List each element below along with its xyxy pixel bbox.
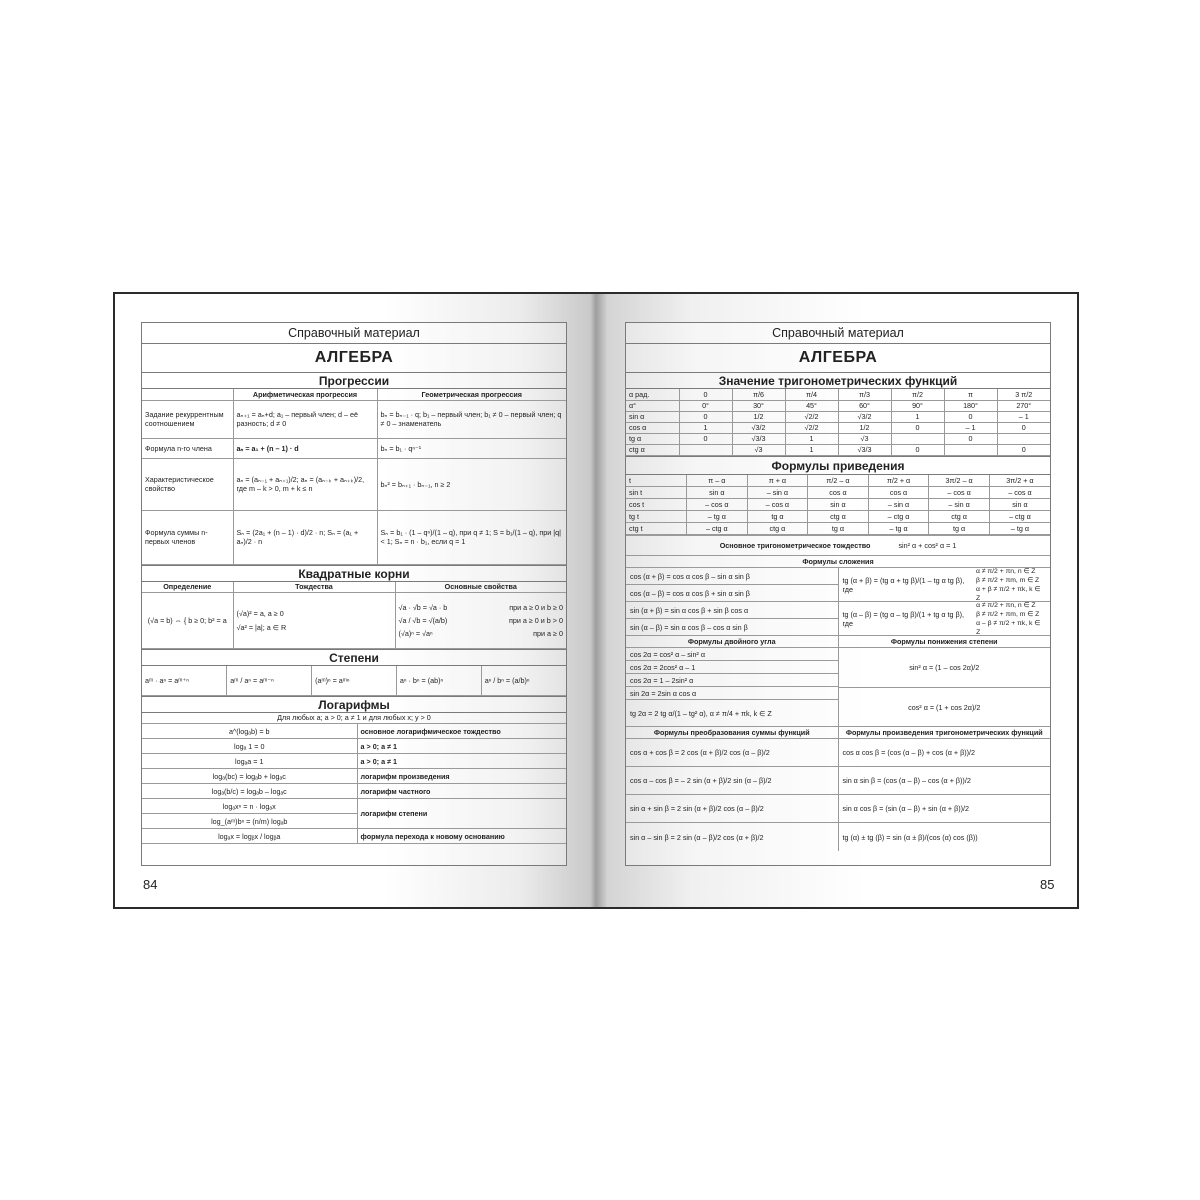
table-cell: 1 — [679, 422, 732, 433]
formula-line: tg (α) ± tg (β) = sin (α ± β)/(cos (α) cos (β)) — [842, 832, 978, 842]
table-cell: √2/2 — [785, 411, 838, 422]
table-cell — [997, 433, 1050, 444]
condition: β ≠ π/2 + πm, m ∈ Z — [976, 576, 1040, 584]
table-cell: π/6 — [732, 389, 785, 400]
tg-minus-formula — [839, 602, 1051, 636]
progressions-table — [142, 389, 566, 565]
identity-item: (√a)² = a, a ≥ 0 — [236, 609, 284, 618]
table-cell: – ctg α — [687, 523, 748, 535]
log-formula: logₐa = 1 — [142, 754, 357, 769]
table-cell: – ctg α — [989, 511, 1050, 523]
table-row — [626, 422, 1050, 433]
table-cell — [679, 444, 732, 455]
table-row — [142, 593, 566, 649]
col-definition: Определение — [142, 582, 233, 593]
formula-line: cos 2α = 2cos² α – 1 — [626, 661, 838, 674]
right-page-number: 85 — [1040, 877, 1055, 892]
row-label: cos α — [626, 422, 679, 433]
log-description: логарифм степени — [357, 799, 566, 829]
table-row — [626, 511, 1050, 523]
table-cell: 0 — [891, 422, 944, 433]
product-to-sum-title: Формулы произведения тригонометрических функций — [839, 727, 1051, 739]
geom-cell: Sₙ = b₁ · (1 – qⁿ)/(1 – q), при q ≠ 1; S = b₁/(1 – q), при |q| < 1; Sₙ = n · b₁, если q = 1 — [377, 510, 566, 564]
log-formula: logₐ(bc) = logₐb + logₐc — [142, 769, 357, 784]
table-cell: π/4 — [785, 389, 838, 400]
condition: α ≠ π/2 + πn, n ∈ Z — [976, 601, 1036, 609]
col-arithmetic: Арифметическая прогрессия — [233, 389, 377, 400]
table-row — [626, 523, 1050, 535]
geom-cell: bₙ = bₙ₋₁ · q; b₁ – первый член; b₁ ≠ 0 – первый член; q ≠ 0 – знаменатель — [377, 400, 566, 438]
log-description: логарифм частного — [357, 784, 566, 799]
roots-table — [142, 582, 566, 650]
formula-line: sin (α – β) = sin α cos β – cos α sin β — [626, 619, 838, 636]
log-formula: a^(logₐb) = b — [142, 724, 357, 739]
log-description: a > 0; a ≠ 1 — [357, 739, 566, 754]
table-cell — [944, 444, 997, 455]
logs-condition: Для любых a; a > 0; a ≠ 1 и для любых x; y > 0 — [142, 713, 566, 724]
condition: β ≠ π/2 + πm, m ∈ Z — [976, 610, 1040, 618]
formula-line: cos² α = (1 + cos 2α)/2 — [839, 688, 1051, 727]
table-cell: π — [944, 389, 997, 400]
table-cell: – ctg α — [868, 511, 929, 523]
formula-line: cos 2α = cos² α – sin² α — [626, 648, 838, 661]
lowering-title: Формулы понижения степени — [839, 636, 1051, 648]
double-angle-title: Формулы двойного угла — [626, 636, 838, 648]
logs-title: Логарифмы — [142, 696, 566, 713]
prop-formula: √a / √b = √(a/b) — [398, 616, 448, 625]
row-label: cos t — [626, 499, 687, 511]
table-cell: – sin α — [929, 499, 990, 511]
table-cell: 3π/2 + α — [989, 475, 1050, 487]
table-cell: – tg α — [989, 523, 1050, 535]
reduction-table — [626, 475, 1050, 536]
formula-line: sin 2α = 2sin α cos α — [626, 687, 838, 700]
formula-line: sin (α + β) = sin α cos β + sin β cos α — [626, 602, 838, 619]
row-label: sin α — [626, 411, 679, 422]
root-properties — [395, 593, 566, 649]
logs-table — [142, 713, 566, 845]
table-cell: 0 — [997, 444, 1050, 455]
table-cell: √3/3 — [838, 444, 891, 455]
table-cell: – cos α — [687, 499, 748, 511]
identity-item: √a² = |a|; a ∈ R — [236, 623, 287, 632]
identity-formula: sin² α + cos² α = 1 — [898, 541, 957, 550]
table-row — [142, 510, 566, 564]
root-definition: (√a = b) ⇔ { b ≥ 0; b² = a — [142, 593, 233, 649]
table-cell: 1/2 — [838, 422, 891, 433]
row-label: ctg α — [626, 444, 679, 455]
log-formula: logₐ 1 = 0 — [142, 739, 357, 754]
table-cell: √3 — [838, 433, 891, 444]
table-cell: 1 — [785, 433, 838, 444]
table-row — [142, 739, 566, 754]
table-row — [626, 433, 1050, 444]
condition: α + β ≠ π/2 + πk, k ∈ Z — [976, 585, 1041, 602]
table-row — [142, 799, 566, 814]
row-label: Формула суммы n-первых членов — [142, 510, 233, 564]
table-row — [626, 400, 1050, 411]
row-label: sin t — [626, 487, 687, 499]
table-cell: – sin α — [747, 487, 808, 499]
table-cell: 60° — [838, 400, 891, 411]
table-cell: – cos α — [747, 499, 808, 511]
table-cell: √3/2 — [732, 422, 785, 433]
row-label: Задание рекуррентным соотношением — [142, 400, 233, 438]
powers-title: Степени — [142, 649, 566, 666]
formula-line: sin α + sin β = 2 sin (α + β)/2 cos (α – β)/2 — [626, 795, 838, 823]
log-description: a > 0; a ≠ 1 — [357, 754, 566, 769]
geom-cell: bₙ² = bₙ₊₁ · bₙ₋₁, n ≥ 2 — [377, 458, 566, 510]
row-label: Формула n-го члена — [142, 438, 233, 458]
table-cell: 0 — [679, 389, 732, 400]
table-cell: – tg α — [868, 523, 929, 535]
table-cell: 1/2 — [732, 411, 785, 422]
table-cell: 270° — [997, 400, 1050, 411]
row-label: tg t — [626, 511, 687, 523]
powers-table — [142, 666, 566, 696]
log-formula: logₐx = logᵦx / logᵦa — [142, 829, 357, 844]
table-cell: 0 — [679, 433, 732, 444]
row-label: tg α — [626, 433, 679, 444]
left-subject-title: АЛГЕБРА — [142, 344, 566, 373]
table-cell: 30° — [732, 400, 785, 411]
table-cell: – sin α — [868, 499, 929, 511]
table-row — [142, 400, 566, 438]
formula-line: cos 2α = 1 – 2sin² α — [626, 674, 838, 687]
table-cell: √3/3 — [732, 433, 785, 444]
table-cell: 3π/2 – α — [929, 475, 990, 487]
table-cell: 45° — [785, 400, 838, 411]
power-rule: aᵐ · aⁿ = aᵐ⁺ⁿ — [142, 666, 227, 695]
table-cell: √3 — [732, 444, 785, 455]
col-identities: Тождества — [233, 582, 395, 593]
log-formula: log_(aᵐ)bⁿ = (n/m) logₐb — [142, 814, 357, 829]
table-cell: 0° — [679, 400, 732, 411]
condition: α – β ≠ π/2 + πk, k ∈ Z — [976, 619, 1041, 636]
table-row — [626, 444, 1050, 455]
formula-line: tg (α – β) = (tg α – tg β)/(1 + tg α tg β), где — [842, 609, 965, 628]
left-header: Справочный материал — [142, 323, 566, 344]
table-row — [142, 829, 566, 844]
formula-line: cos (α – β) = cos α cos β + sin α sin β — [626, 585, 838, 602]
table-cell: √3/2 — [838, 411, 891, 422]
open-book — [113, 292, 1079, 909]
table-row — [626, 499, 1050, 511]
table-row — [626, 389, 1050, 400]
table-cell: tg α — [929, 523, 990, 535]
formula-line: cos α + cos β = 2 cos (α + β)/2 cos (α – β)/2 — [626, 739, 838, 767]
prop-condition: при a ≥ 0 и b ≥ 0 — [509, 603, 563, 612]
prop-formula: (√a)ⁿ = √aⁿ — [398, 629, 433, 638]
power-rule: (aᵐ)ⁿ = aᵐⁿ — [312, 666, 397, 695]
formula-line: tg (α + β) = (tg α + tg β)/(1 – tg α tg β), где — [842, 575, 965, 594]
arith-cell: aₙ₊₁ = aₙ+d; a₁ – первый член; d – её разность; d ≠ 0 — [233, 400, 377, 438]
condition: α ≠ π/2 + πn, n ∈ Z — [976, 567, 1036, 575]
table-cell: 180° — [944, 400, 997, 411]
log-description: формула перехода к новому основанию — [357, 829, 566, 844]
col-geometric: Геометрическая прогрессия — [377, 389, 566, 400]
reduction-title: Формулы приведения — [626, 456, 1050, 475]
table-cell: 0 — [944, 411, 997, 422]
left-page-number: 84 — [143, 877, 158, 892]
table-row — [626, 475, 1050, 487]
table-cell: 1 — [785, 444, 838, 455]
table-cell: √2/2 — [785, 422, 838, 433]
prop-condition: при a ≥ 0 — [533, 629, 563, 638]
table-cell: 90° — [891, 400, 944, 411]
table-cell: – tg α — [687, 511, 748, 523]
row-label: ctg t — [626, 523, 687, 535]
table-cell: tg α — [747, 511, 808, 523]
table-row — [626, 411, 1050, 422]
table-cell: 0 — [891, 444, 944, 455]
formula-line: tg 2α = 2 tg α/(1 – tg² α), α ≠ π/4 + πk, k ∈ Z — [626, 700, 838, 727]
progressions-corner — [142, 389, 233, 400]
prop-condition: при a ≥ 0 и b > 0 — [508, 616, 563, 625]
left-page — [141, 322, 567, 866]
log-formula: logₐ(b/c) = logₐb – logₐc — [142, 784, 357, 799]
formula-line: cos α – cos β = – 2 sin (α + β)/2 sin (α – β)/2 — [626, 767, 838, 795]
identity-label: Основное тригонометрическое тождество — [719, 541, 871, 550]
formula-line: sin α cos β = (sin (α – β) + sin (α + β))/2 — [839, 795, 1051, 823]
row-label: t — [626, 475, 687, 487]
table-cell: ctg α — [747, 523, 808, 535]
row-label: Характеристическое свойство — [142, 458, 233, 510]
table-cell: ctg α — [808, 511, 869, 523]
table-row — [142, 458, 566, 510]
col-properties: Основные свойства — [395, 582, 566, 593]
table-row — [142, 784, 566, 799]
formula-line: cos (α + β) = cos α cos β – sin α sin β — [626, 568, 838, 585]
power-rule: aᵐ / aⁿ = aᵐ⁻ⁿ — [227, 666, 312, 695]
table-cell: π/3 — [838, 389, 891, 400]
formula-line: sin² α = (1 – cos 2α)/2 — [839, 648, 1051, 688]
table-cell: tg α — [808, 523, 869, 535]
right-header: Справочный материал — [626, 323, 1050, 344]
row-label: α° — [626, 400, 679, 411]
right-subject-title: АЛГЕБРА — [626, 344, 1050, 373]
table-cell: cos α — [808, 487, 869, 499]
roots-title: Квадратные корни — [142, 565, 566, 582]
table-row — [142, 724, 566, 739]
table-cell: 3 π/2 — [997, 389, 1050, 400]
formula-line: sin α sin β = (cos (α – β) – cos (α + β))/2 — [839, 767, 1051, 795]
sum-to-product-title: Формулы преобразования суммы функций — [626, 727, 838, 739]
table-cell: – cos α — [929, 487, 990, 499]
progressions-title: Прогрессии — [142, 373, 566, 389]
root-identities — [233, 593, 395, 649]
table-cell: π/2 — [891, 389, 944, 400]
addition-block — [626, 568, 1050, 636]
double-lowering-block — [626, 636, 1050, 727]
trig-values-table — [626, 389, 1050, 456]
table-cell: 1 — [891, 411, 944, 422]
table-row — [142, 666, 566, 695]
table-cell: sin α — [989, 499, 1050, 511]
prop-formula: √a · √b = √a · b — [398, 603, 448, 612]
row-label: α рад. — [626, 389, 679, 400]
power-rule: aⁿ · bⁿ = (ab)ⁿ — [396, 666, 481, 695]
table-cell: – 1 — [944, 422, 997, 433]
table-cell: π – α — [687, 475, 748, 487]
table-cell: – cos α — [989, 487, 1050, 499]
log-formula: logₐxⁿ = n · logₐx — [142, 799, 357, 814]
formula-line: cos α cos β = (cos (α – β) + cos (α + β))/2 — [839, 739, 1051, 767]
geom-cell: bₙ = b₁ · qⁿ⁻¹ — [377, 438, 566, 458]
sum-product-block — [626, 727, 1050, 851]
power-rule: aⁿ / bⁿ = (a/b)ⁿ — [481, 666, 566, 695]
table-row — [142, 769, 566, 784]
addition-title: Формулы сложения — [626, 556, 1050, 568]
table-cell: 0 — [679, 411, 732, 422]
log-description: логарифм произведения — [357, 769, 566, 784]
table-cell — [891, 433, 944, 444]
right-page — [625, 322, 1051, 866]
formula-line: sin α – sin β = 2 sin (α – β)/2 cos (α + β)/2 — [630, 832, 764, 842]
table-cell: 0 — [944, 433, 997, 444]
table-cell: sin α — [808, 499, 869, 511]
table-cell: π/2 – α — [808, 475, 869, 487]
arith-cell: aₙ = (aₙ₋₁ + aₙ₊₁)/2; aₙ = (aₙ₋ₖ + aₙ₊ₖ)/2, где m – k > 0, m + k ≤ n — [233, 458, 377, 510]
table-cell: 0 — [997, 422, 1050, 433]
table-cell: – 1 — [997, 411, 1050, 422]
arith-cell: Sₙ = (2a₁ + (n – 1) · d)/2 · n; Sₙ = (a₁ + aₙ)/2 · n — [233, 510, 377, 564]
tg-plus-formula — [839, 568, 1051, 602]
table-cell: π/2 + α — [868, 475, 929, 487]
table-row — [142, 438, 566, 458]
identity-row — [626, 535, 1050, 556]
table-cell: π + α — [747, 475, 808, 487]
table-cell: cos α — [868, 487, 929, 499]
table-row — [142, 754, 566, 769]
trig-values-title: Значение тригонометрических функций — [626, 373, 1050, 389]
table-cell: sin α — [687, 487, 748, 499]
table-row — [626, 487, 1050, 499]
table-cell: ctg α — [929, 511, 990, 523]
log-description: основное логарифмическое тождество — [357, 724, 566, 739]
arith-cell: aₙ = a₁ + (n – 1) · d — [233, 438, 377, 458]
